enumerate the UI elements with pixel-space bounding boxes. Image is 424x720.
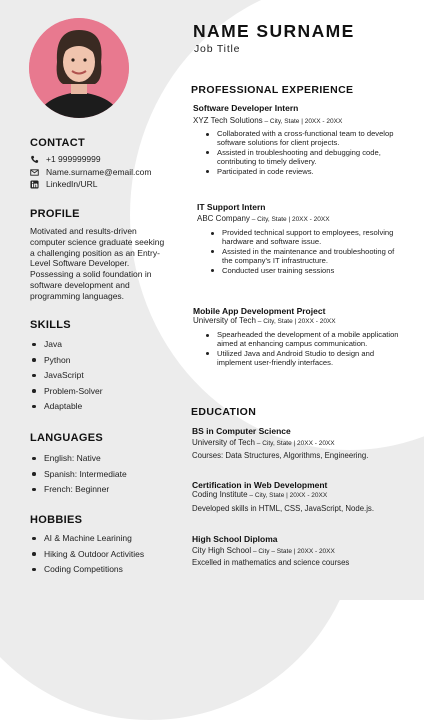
phone-text: +1 999999999	[46, 154, 101, 164]
contact-email	[30, 167, 151, 177]
list-item: Provided technical support to employees, resolving hardware and software issue.	[208, 228, 406, 247]
edu-school-3: City High School – City – State | 20XX - 20XX	[192, 546, 335, 555]
contact-linkedin	[30, 179, 98, 189]
list-item: AI & Machine Learining	[30, 533, 144, 549]
languages-heading: LANGUAGES	[30, 432, 103, 444]
person-name: NAME SURNAME	[193, 21, 355, 41]
list-item: JavaScript	[30, 370, 103, 386]
list-item: Spanish: Intermediate	[30, 469, 127, 485]
linkedin-text[interactable]: LinkedIn/URL	[46, 179, 98, 189]
linkedin-icon	[30, 180, 39, 189]
list-item: Conducted user training sessions	[208, 266, 406, 275]
list-item: Python	[30, 355, 103, 371]
list-item: Coding Competitions	[30, 564, 144, 580]
list-item: Utilized Java and Android Studio to design and implement user-friendly interfaces.	[203, 349, 403, 368]
edu-title-3: High School Diploma	[192, 534, 278, 544]
job-title: Job Title	[194, 43, 241, 55]
list-item: Hiking & Outdoor Activities	[30, 549, 144, 565]
list-item: Adaptable	[30, 401, 103, 417]
job-company-1: XYZ Tech Solutions – City, State | 20XX - 20XX	[193, 116, 343, 125]
contact-phone	[30, 154, 101, 164]
edu-desc-3: Excelled in mathematics and science courses	[192, 558, 350, 567]
hobbies-heading: HOBBIES	[30, 514, 83, 526]
job-title-3: Mobile App Development Project	[193, 306, 326, 316]
list-item: Assisted in the maintenance and troubleshooting of the company's IT infrastructure.	[208, 247, 406, 266]
edu-school-1: University of Tech – City, State | 20XX - 20XX	[192, 438, 335, 447]
edu-title-1: BS in Computer Science	[192, 426, 291, 436]
languages-list	[30, 453, 127, 500]
edu-desc-1: Courses: Data Structures, Algorithms, Engineering.	[192, 451, 369, 460]
hobbies-list	[30, 533, 144, 580]
job-bullets-2	[208, 228, 406, 275]
list-item: Problem-Solver	[30, 386, 103, 402]
education-heading: EDUCATION	[191, 406, 257, 418]
job-title-1: Software Developer Intern	[193, 103, 299, 113]
list-item: Collaborated with a cross-functional team to develop software solutions for client projects.	[203, 129, 398, 148]
list-item: Java	[30, 339, 103, 355]
job-company-2: ABC Company – City, State | 20XX - 20XX	[197, 214, 330, 223]
job-bullets-1	[203, 129, 398, 176]
contact-heading: CONTACT	[30, 137, 86, 149]
profile-photo	[29, 18, 129, 118]
job-company-3: University of Tech – City, State | 20XX - 20XX	[193, 316, 336, 325]
list-item: Spearheaded the development of a mobile application aimed at enhancing campus communication.	[203, 330, 403, 349]
list-item: Assisted in troubleshooting and debugging code, contributing to timely delivery.	[203, 148, 398, 167]
job-title-2: IT Support Intern	[197, 202, 266, 212]
job-bullets-3	[203, 330, 403, 368]
experience-heading: PROFESSIONAL EXPERIENCE	[191, 84, 354, 96]
edu-school-2: Coding Institute – City, State | 20XX - 20XX	[192, 490, 328, 499]
list-item: English: Native	[30, 453, 127, 469]
profile-heading: PROFILE	[30, 208, 80, 220]
avatar-icon	[29, 18, 129, 118]
edu-title-2: Certification in Web Development	[192, 480, 328, 490]
skills-list	[30, 339, 103, 417]
edu-desc-2: Developed skills in HTML, CSS, JavaScript, Node.js.	[192, 504, 374, 513]
list-item: French: Beginner	[30, 484, 127, 500]
skills-heading: SKILLS	[30, 319, 71, 331]
phone-icon	[30, 155, 39, 164]
mail-icon	[30, 168, 39, 177]
email-text[interactable]: Name.surname@email.com	[46, 167, 152, 177]
profile-text: Motivated and results-driven computer science graduate seeking a challenging position as an Entry-Level Software Developer. Possessing a solid foundation in software development and programming languages.	[30, 226, 165, 301]
list-item: Participated in code reviews.	[203, 167, 398, 176]
